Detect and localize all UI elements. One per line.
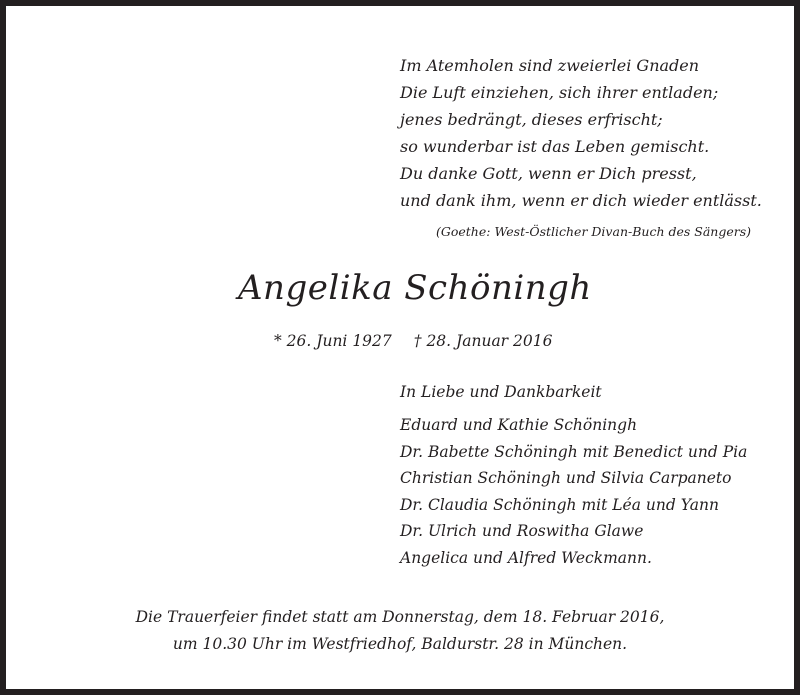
poem-line: und dank ihm, wenn er dich wieder entlässt. [400, 191, 762, 210]
mourner-entry: Dr. Babette Schöningh mit Benedict und Pia [400, 442, 748, 461]
mourner-entry: Dr. Ulrich und Roswitha Glawe [400, 522, 644, 540]
life-dates [274, 332, 552, 350]
mourner-entry: Christian Schöningh und Silvia Carpaneto [400, 469, 732, 487]
mourners-list [400, 412, 747, 571]
death-date: † 28. Januar 2016 [413, 332, 553, 350]
mourners-intro: In Liebe und Dankbarkeit [400, 383, 602, 401]
poem-line: Im Atemholen sind zweierlei Gnaden [400, 56, 700, 75]
poem-line: so wunderbar ist das Leben gemischt. [400, 137, 710, 156]
obituary-notice [6, 6, 794, 689]
mourner-entry: Dr. Claudia Schöningh mit Léa und Yann [400, 495, 719, 514]
poem [400, 52, 762, 214]
service-line: Die Trauerfeier findet statt am Donnerstag, dem 18. Februar 2016, [135, 608, 665, 626]
birth-date: * 26. Juni 1927 [274, 332, 392, 350]
poem-line: Du danke Gott, wenn er Dich presst, [400, 164, 697, 183]
service-line: um 10.30 Uhr im Westfriedhof, Baldurstr. 28 in München. [172, 635, 628, 653]
funeral-service-info [6, 604, 794, 658]
deceased-name: Angelika Schöningh [238, 268, 592, 308]
poem-line: jenes bedrängt, dieses erfrischt; [400, 110, 663, 129]
mourner-entry: Angelica und Alfred Weckmann. [400, 548, 652, 567]
mourner-entry: Eduard und Kathie Schöningh [400, 416, 638, 434]
poem-source: (Goethe: West-Östlicher Divan-Buch des Sängers) [436, 224, 751, 239]
poem-line: Die Luft einziehen, sich ihrer entladen; [400, 83, 719, 102]
